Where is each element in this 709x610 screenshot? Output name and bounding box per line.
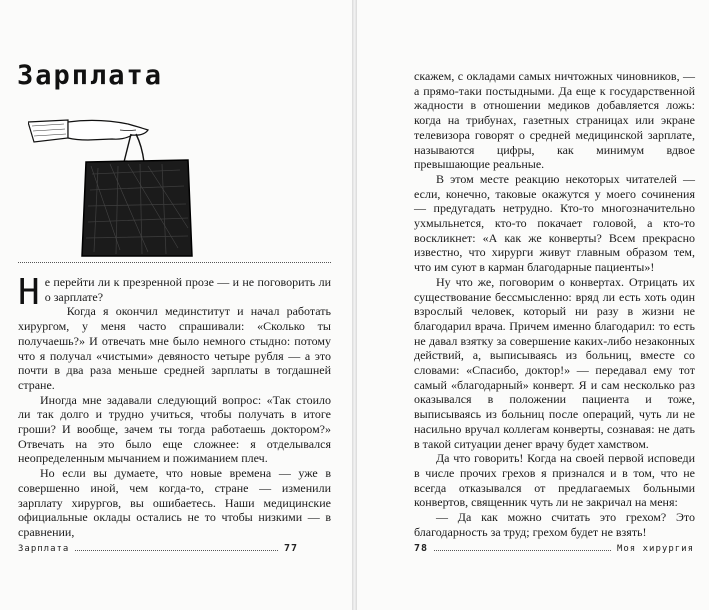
paragraph: — Да как можно считать это грехом? Это благодарность за труд; грехом будет не взять! [414, 510, 695, 539]
right-body-text [414, 69, 695, 540]
running-title: Зарплата [18, 544, 70, 554]
right-running-footer [414, 540, 694, 554]
running-title: Моя хирургия [616, 544, 694, 554]
left-page [0, 0, 352, 610]
page-number: 77 [283, 543, 298, 554]
footer-leader-dots [75, 550, 278, 551]
paragraph: скажем, с окладами самых ничтожных чиновников, — а прямо-таки постыдными. Да еще к государственной жадности в отношении медиков добавляется ложь: когда на трибунах, газетных страницах или экране телевизора говорят о средней медицинской зарплате, называются цифры, как минимум вдвое превышающие реальные. [414, 69, 695, 172]
left-body-text [18, 272, 331, 540]
footer-leader-dots [434, 550, 611, 551]
paragraph: Иногда мне задавали следующий вопрос: «Так стоило ли так долго и трудно учиться, чтобы получать в итоге гроши? И вообще, зачем ты тогда работаешь доктором?» Отвечать на это было еще сложнее: я отделывался неопределенным мычанием и пожиманием плеч. [18, 392, 331, 466]
paragraph: Когда я окончил мединститут и начал работать хирургом, у меня часто спрашивали: «Сколько ты получаешь?» И отвечать мне было немного стыдно: потому что я получал «чистыми» девяносто четыре рубля — а это почти в два раза меньше средней зарплаты в тогдашней стране. [18, 304, 331, 392]
drop-cap: Н [18, 272, 40, 313]
section-divider [18, 262, 331, 263]
paragraph: Не перейти ли к презренной прозе — и не поговорить ли о зарплате? [18, 272, 331, 313]
paragraph: Ну что же, поговорим о конвертах. Отрицать их существование бессмысленно: вряд ли есть хоть один взрослый человек, который ни разу в жизни не благодарил врача. Причем именно благодарил: то есть не давал взятку за совершение каких-либо незаконных действий, а, выписываясь из больниц, вместе со словами: «Спасибо, доктор!» — передавал ему тот самый «благодарный» конверт. Я и сам несколько раз оказывался в положении пациента и тоже, выписываясь из больниц после операций, чуть ли не насильно вручал коллегам конверты, сознавая: не дать в такой ситуации денег врачу будет хамством. [414, 274, 695, 451]
left-running-footer [18, 540, 298, 554]
paragraph: Но если вы думаете, что новые времена — уже в совершенно иной, чем когда-то, стране — изменили зарплату хирургов, вы ошибаетесь. Наши медицинские официальные оклады остались не то чтобы низкими — в сравнении, [18, 466, 331, 539]
chapter-title: Зарплата [17, 60, 164, 91]
hand-holding-bag-illustration [28, 118, 198, 258]
page-number: 78 [414, 543, 429, 554]
paragraph: Да что говорить! Когда на своей первой исповеди в числе прочих грехов я признался и в том, что не всегда отказывался от предлагаемых больными конвертов, священник чуть ли не закричал на меня: [414, 451, 695, 510]
paragraph: В этом месте реакцию некоторых читателей — если, конечно, таковые окажутся у моего сочинения — предугадать нетрудно. Кто-то многозначительно ухмыльнется, кто-то покачает головой, а кто-то воскликнет: «А как же конверты? Всем прекрасно известно, что хирурги живут главным образом тем, что им суют в карман благодарные пациенты»! [414, 171, 695, 275]
